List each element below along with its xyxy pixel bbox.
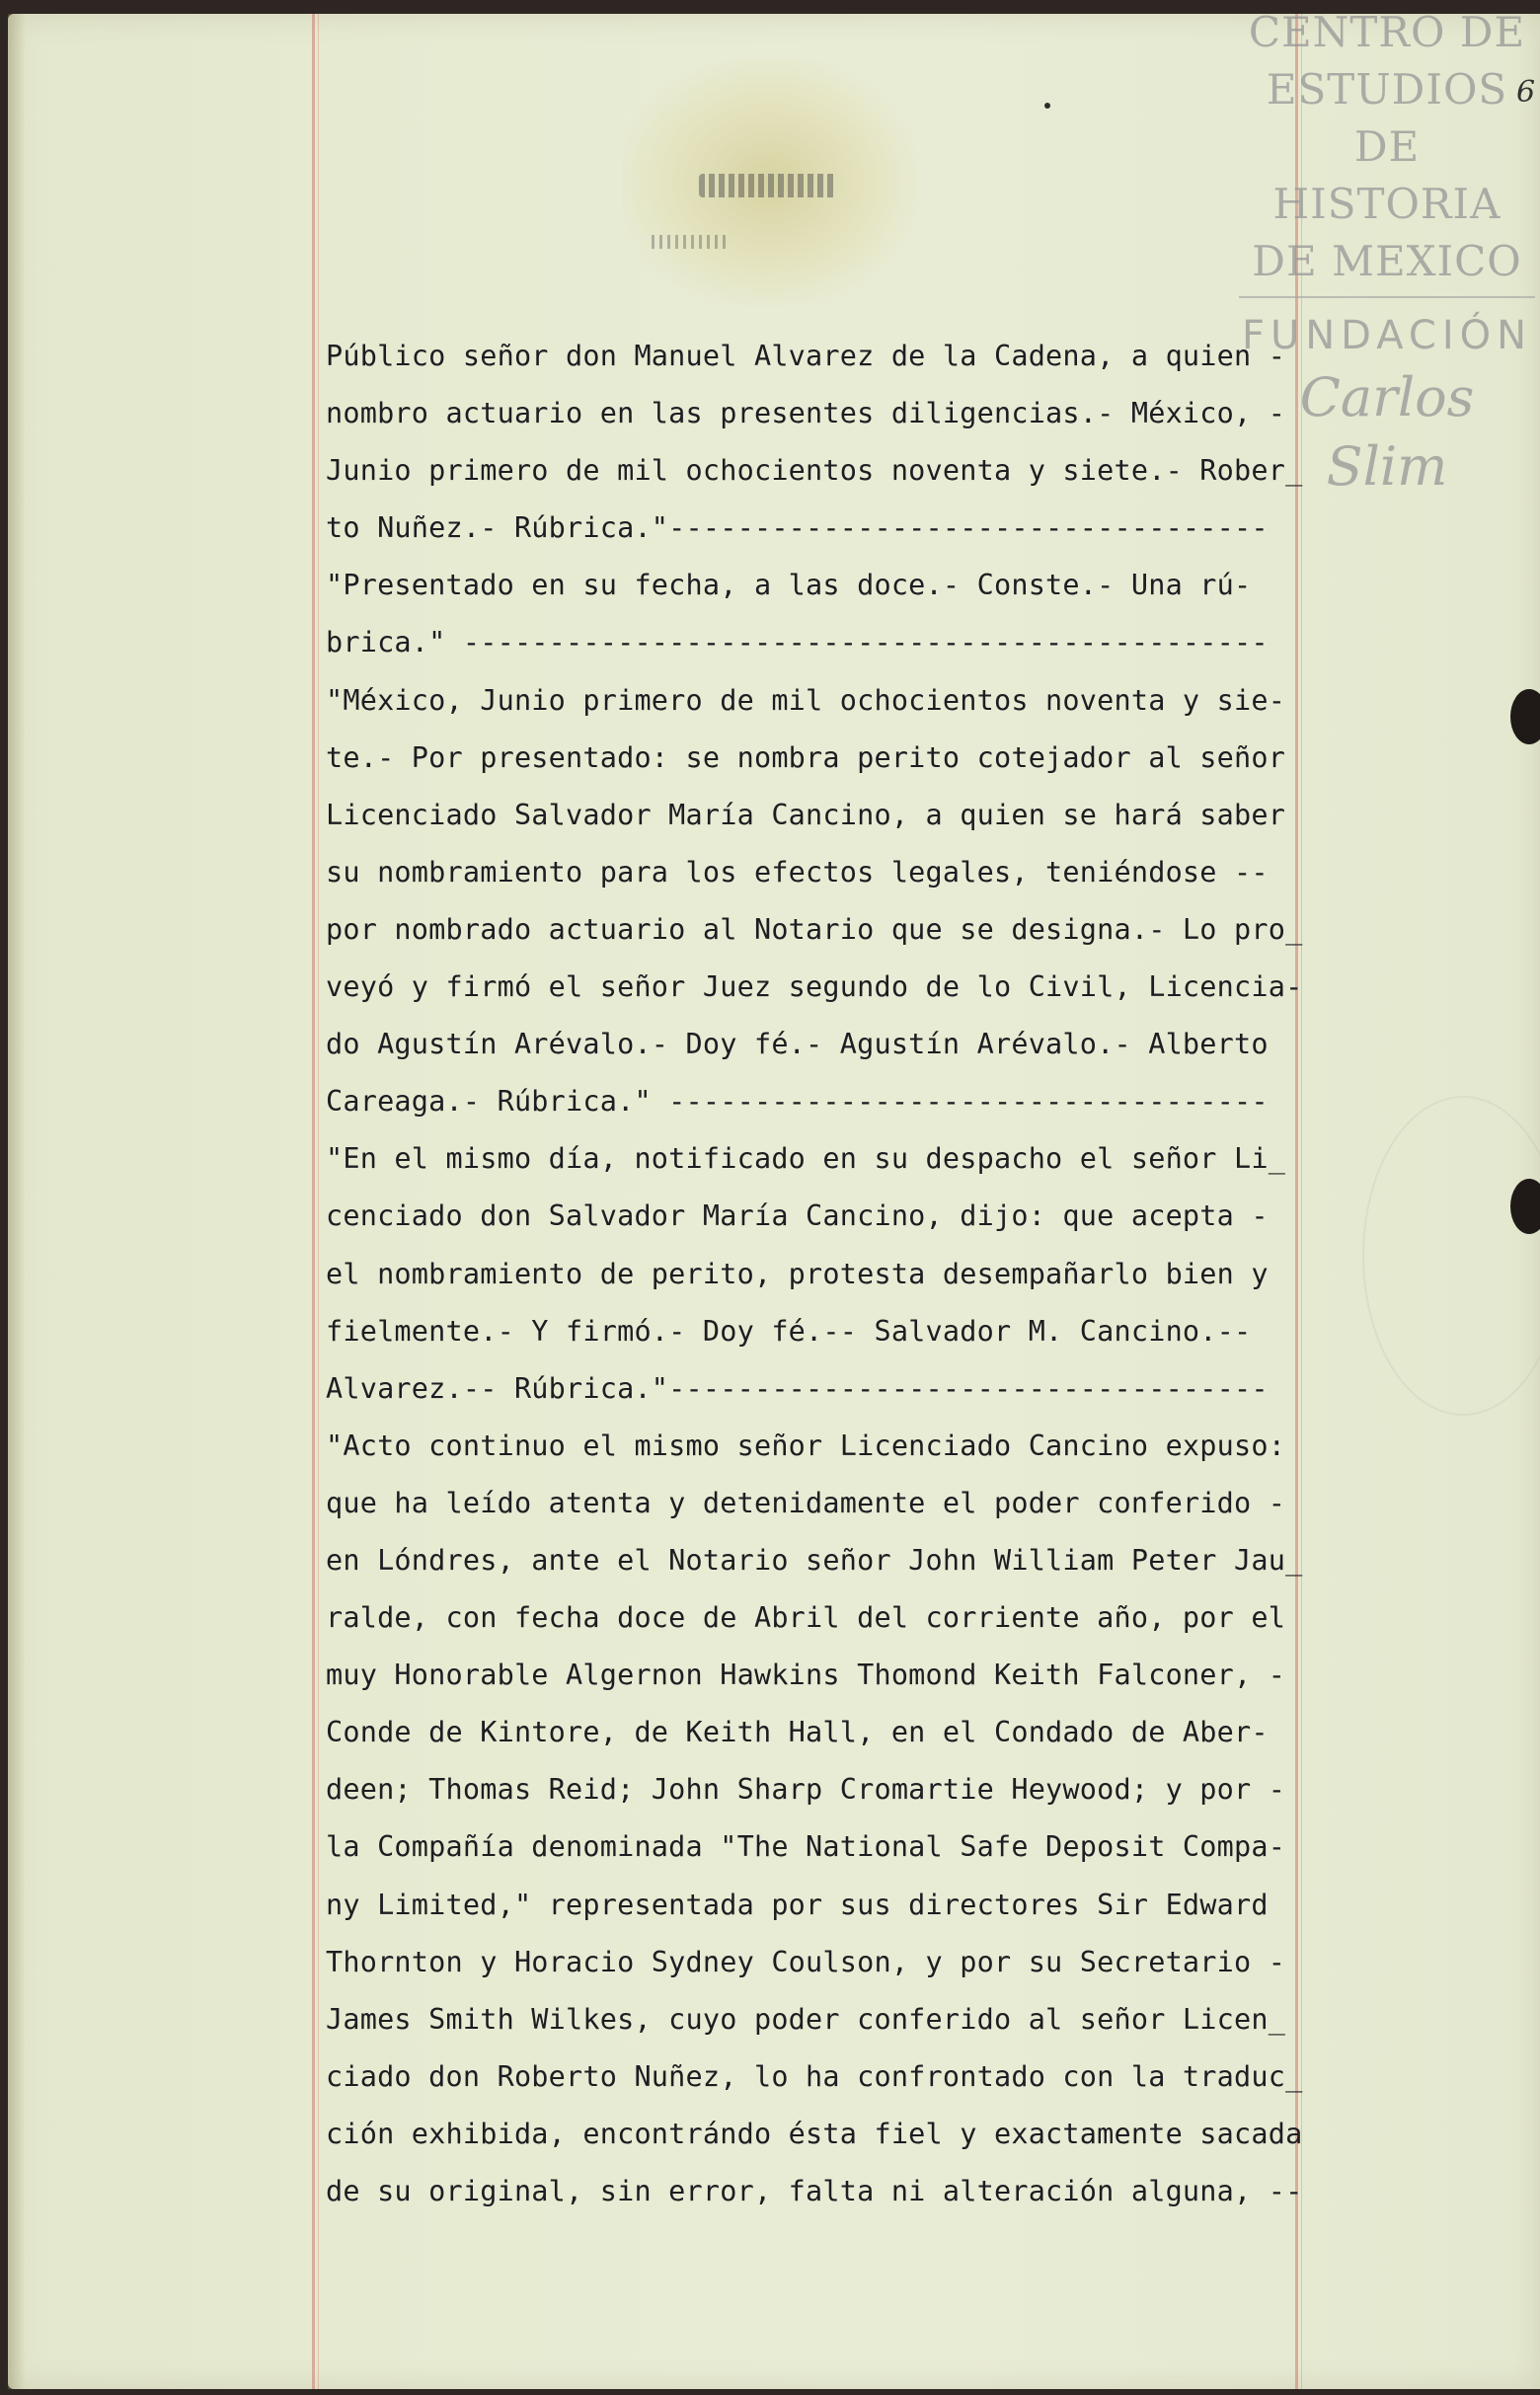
document-line: fielmente.- Y firmó.- Doy fé.-- Salvador M. Cancino.-- <box>326 1314 1252 1348</box>
document-line: nombro actuario en las presentes diligencias.- México, - <box>326 397 1286 430</box>
document-line: la Compañía denominada "The National Safe Deposit Compa- <box>326 1830 1286 1864</box>
document-line: Alvarez.-- Rúbrica."----------------------------------- <box>326 1371 1269 1405</box>
document-line: te.- Por presentado: se nombra perito cotejador al señor <box>326 740 1286 774</box>
document-line: ralde, con fecha doce de Abril del corriente año, por el <box>326 1601 1286 1635</box>
paper-left-edge-shadow <box>8 14 26 2389</box>
watermark-signature: Carlos Slim <box>1299 366 1475 498</box>
document-line: ciado don Roberto Nuñez, lo ha confrontado con la traduc_ <box>326 2059 1303 2093</box>
watermark-line-4: DE MEXICO <box>1252 237 1522 285</box>
document-line: veyó y firmó el señor Juez segundo de lo Civil, Licencia- <box>326 970 1303 1004</box>
document-line: Conde de Kintore, de Keith Hall, en el Condado de Aber- <box>326 1716 1269 1749</box>
document-line: su nombramiento para los efectos legales, teniéndose -- <box>326 855 1269 888</box>
document-line: muy Honorable Algernon Hawkins Thomond Keith Falconer, - <box>326 1659 1286 1692</box>
stamp-text-mark-small <box>652 235 731 249</box>
document-line: "En el mismo día, notificado en su despacho el señor Li_ <box>326 1142 1286 1176</box>
document-line: de su original, sin error, falta ni alteración alguna, -- <box>326 2175 1303 2207</box>
document-line: ción exhibida, encontrándo ésta fiel y exactamente sacada <box>326 2117 1303 2150</box>
binder-punch-hole-bottom <box>1510 1179 1540 1234</box>
document-line: Thornton y Horacio Sydney Coulson, y por su Secretario - <box>326 1945 1286 1978</box>
document-line: do Agustín Arévalo.- Doy fé.- Agustín Arévalo.- Alberto <box>326 1028 1269 1061</box>
typewritten-body <box>326 328 1333 2220</box>
watermark-divider <box>1239 296 1535 298</box>
document-line: en Lóndres, ante el Notario señor John William Peter Jau_ <box>326 1543 1303 1577</box>
watermark-line-2: ESTUDIOS <box>1266 65 1508 114</box>
stamp-text-mark <box>699 174 837 197</box>
document-line: Careaga.- Rúbrica." ----------------------------------- <box>326 1085 1269 1119</box>
document-line: por nombrado actuario al Notario que se designa.- Lo pro_ <box>326 912 1303 946</box>
left-margin-line <box>312 14 315 2389</box>
document-line: ny Limited," representada por sus directores Sir Edward <box>326 1888 1269 1921</box>
document-line: to Nuñez.- Rúbrica."----------------------------------- <box>326 511 1269 545</box>
document-line: el nombramiento de perito, protesta desempañarlo bien y <box>326 1257 1269 1290</box>
document-line: que ha leído atenta y detenidamente el poder conferido - <box>326 1486 1286 1519</box>
left-margin-line-inner <box>318 14 319 2389</box>
document-line: cenciado don Salvador María Cancino, dijo: que acepta - <box>326 1199 1269 1233</box>
archive-watermark <box>1234 4 1540 498</box>
document-line: Público señor don Manuel Alvarez de la Cadena, a quien - <box>326 340 1286 372</box>
ink-dot <box>1044 103 1050 109</box>
document-line: Junio primero de mil ochocientos noventa y siete.- Rober_ <box>326 454 1303 488</box>
document-line: "Acto continuo el mismo señor Licenciado Cancino expuso: <box>326 1429 1286 1462</box>
page-number-mark: 6 <box>1516 75 1536 110</box>
document-line: brica." ----------------------------------------------- <box>326 626 1269 659</box>
binder-punch-hole-top <box>1510 689 1540 744</box>
watermark-fundacion: FUNDACIÓN <box>1241 313 1533 358</box>
document-line: "México, Junio primero de mil ochocientos noventa y sie- <box>326 683 1286 717</box>
document-line: deen; Thomas Reid; John Sharp Cromartie Heywood; y por - <box>326 1773 1286 1807</box>
document-line: James Smith Wilkes, cuyo poder conferido al señor Licen_ <box>326 2002 1286 2036</box>
watermark-line-1: CENTRO DE <box>1248 8 1526 56</box>
document-line: "Presentado en su fecha, a las doce.- Conste.- Una rú- <box>326 569 1252 602</box>
watermark-line-3: DE HISTORIA <box>1272 122 1502 228</box>
document-line: Licenciado Salvador María Cancino, a quien se hará saber <box>326 798 1286 831</box>
